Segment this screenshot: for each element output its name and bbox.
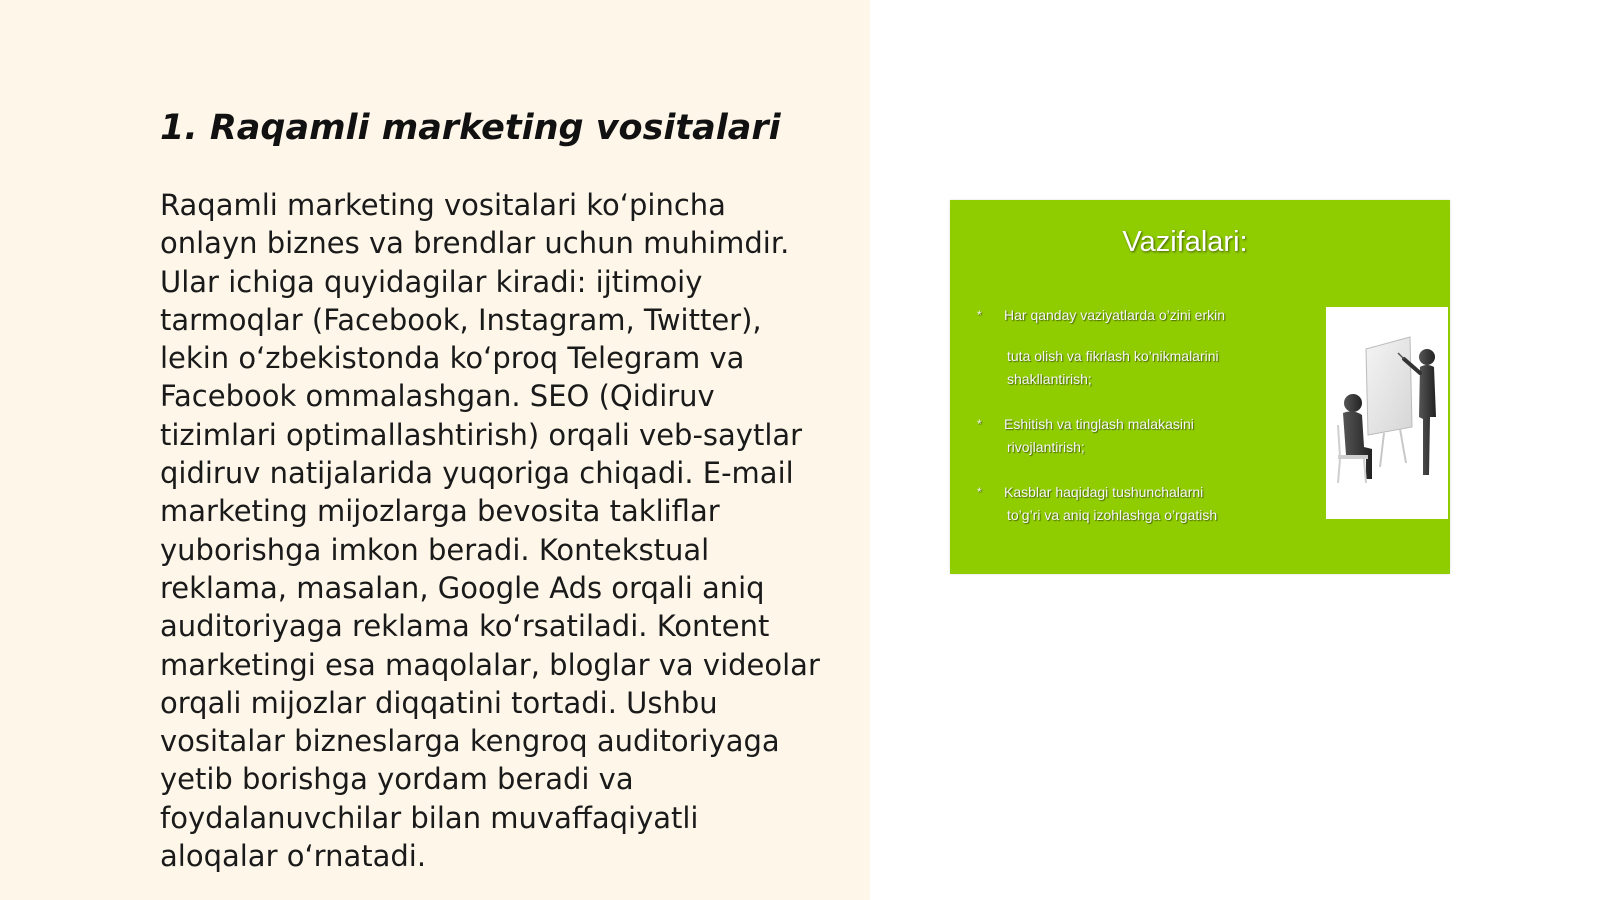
inset-bullet-item	[974, 413, 1294, 459]
body-line: orqali mijozlar diqqatini tortadi. Ushbu	[160, 685, 718, 720]
inset-line: to’g’ri va aniq izohlashga o’rgatish	[1007, 507, 1218, 523]
body-line: onlayn biznes va brendlar uchun muhimdir.	[160, 226, 790, 261]
body-line: aloqalar oʻrnatadi.	[160, 839, 427, 874]
inset-line: Eshitish va tinglash malakasini	[1004, 416, 1194, 432]
inset-line: shakllantirish;	[1007, 371, 1092, 387]
body-paragraph	[160, 186, 850, 875]
teacher-at-whiteboard-icon	[1326, 307, 1448, 519]
inset-line: tuta olish va fikrlash ko’nikmalarini	[1007, 348, 1219, 364]
inset-line: Har qanday vaziyatlarda o’zini erkin	[1004, 307, 1225, 323]
inset-line: rivojlantirish;	[1007, 439, 1085, 455]
body-line: yuborishga imkon beradi. Kontekstual	[160, 532, 710, 567]
body-line: marketing mijozlarga bevosita takliflar	[160, 494, 720, 529]
bullet-marker: *	[977, 485, 982, 499]
embedded-slide-image	[950, 200, 1450, 574]
body-line: vositalar bizneslarga kengroq auditoriyaga	[160, 724, 780, 759]
body-line: yetib borishga yordam beradi va	[160, 762, 634, 797]
slide-heading: 1. Raqamli marketing vositalari	[160, 108, 781, 148]
body-line: reklama, masalan, Google Ads orqali aniq	[160, 570, 765, 605]
body-line: foydalanuvchilar bilan muvaffaqiyatli	[160, 800, 699, 835]
body-line: tizimlari optimallashtirish) orqali veb-saytlar	[160, 417, 803, 452]
bullet-marker: *	[977, 308, 982, 322]
bullet-marker: *	[977, 417, 982, 431]
body-line: qidiruv natijalarida yuqoriga chiqadi. E-mail	[160, 456, 794, 491]
body-line: Raqamli marketing vositalari koʻpincha	[160, 188, 726, 222]
body-line: marketingi esa maqolalar, bloglar va videolar	[160, 647, 820, 682]
body-line: auditoriyaga reklama koʻrsatiladi. Kontent	[160, 609, 770, 644]
inset-bullet-item	[974, 304, 1294, 391]
body-line: tarmoqlar (Facebook, Instagram, Twitter),	[160, 302, 762, 337]
inset-bullet-list	[974, 304, 1294, 527]
body-line: lekin oʻzbekistonda koʻproq Telegram va	[160, 341, 745, 376]
inset-line: Kasblar haqidagi tushunchalarni	[1004, 484, 1204, 500]
body-line: Ular ichiga quyidagilar kiradi: ijtimoiy	[160, 264, 703, 299]
inset-bullet-item	[974, 481, 1294, 527]
body-line: Facebook ommalashgan. SEO (Qidiruv	[160, 379, 715, 414]
inset-title: Vazifalari:	[1122, 226, 1248, 258]
